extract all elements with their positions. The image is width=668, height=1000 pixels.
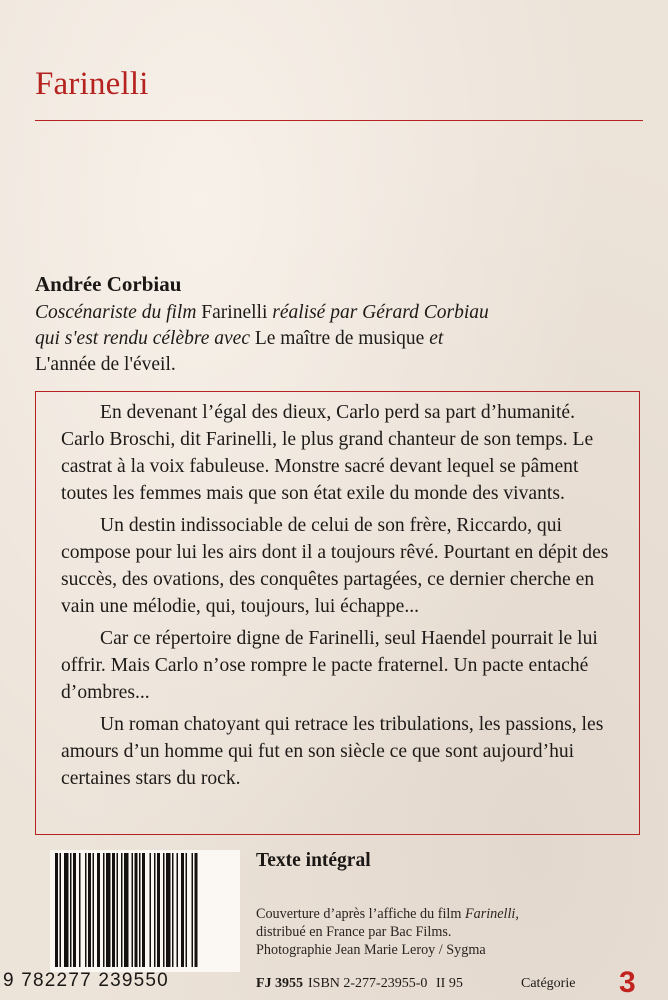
category-number: 3 — [619, 966, 636, 999]
barcode-bar — [79, 853, 81, 967]
barcode-bar — [73, 853, 76, 967]
credit-italic-4: et — [429, 328, 444, 349]
book-title: Farinelli — [35, 66, 149, 102]
barcode-bar — [121, 853, 123, 967]
barcode-bar — [154, 853, 156, 967]
edition-label: Texte intégral — [256, 850, 371, 871]
author-name: Andrée Corbiau — [35, 272, 182, 296]
barcode-bar — [139, 853, 141, 967]
isbn: ISBN 2-277-23955-0 — [308, 976, 428, 991]
barcode-bar — [166, 853, 171, 967]
barcode-bar — [55, 853, 58, 967]
cover-credit-line3: Photographie Jean Marie Leroy / Sygma — [256, 942, 486, 958]
credit-italic-3: qui s'est rendu célèbre avec — [35, 328, 250, 349]
barcode-bar — [103, 853, 105, 967]
catalog-code: FJ 3955 — [256, 976, 304, 991]
cover-credits — [256, 905, 656, 959]
barcode-bar — [142, 853, 145, 967]
barcode-bar — [124, 853, 129, 967]
blurb-paragraph: Car ce répertoire digne de Farinelli, seul Haendel pourrait le lui offrir. Mais Carlo n’ose rompre le pacte fraternel. Un pacte entaché d’ombres... — [61, 628, 598, 703]
publisher-footer — [256, 966, 656, 999]
barcode-bar — [163, 853, 165, 967]
credit-italic-1: Coscénariste du film — [35, 302, 197, 323]
cover-credit-line1: Couverture d’après l’affiche du film — [256, 906, 462, 922]
barcode-number: 9 782277 239550 — [3, 970, 169, 991]
credit-italic-2: réalisé par Gérard Corbiau — [272, 302, 489, 323]
barcode-bar — [64, 853, 69, 967]
barcode-bar — [192, 853, 194, 967]
barcode-bar — [112, 853, 115, 967]
barcode-bar — [195, 853, 198, 967]
credit-work-2: L'année de l'éveil. — [35, 354, 176, 375]
barcode-bar — [117, 853, 119, 967]
barcode-bar — [157, 853, 160, 967]
blurb-text — [61, 399, 621, 797]
credit-film-title: Farinelli — [201, 302, 268, 323]
barcode-bar — [181, 853, 184, 967]
category-label: Catégorie — [521, 976, 576, 991]
barcode-bar — [132, 853, 134, 967]
barcode-bar — [150, 853, 152, 967]
barcode-bars — [53, 853, 237, 969]
cover-credit-line2: distribué en France par Bac Films. — [256, 924, 452, 940]
barcode-bar — [106, 853, 111, 967]
barcode-bar — [60, 853, 62, 967]
title-divider — [35, 120, 643, 121]
barcode-bar — [88, 853, 91, 967]
credit-work-1: Le maître de musique — [254, 328, 425, 349]
cover-credit-film: Farinelli, — [464, 906, 519, 922]
blurb-paragraph: Un destin indissociable de celui de son frère, Riccardo, qui compose pour lui les airs dont il a toujours rêvé. Pourtant en dépit des succès, des ovations, des conquêtes partagées, ce dernier cherche en vain une mélodie, qui, toujours, lui échappe... — [61, 515, 609, 617]
barcode-bar — [186, 853, 188, 967]
barcode-bar — [93, 853, 95, 967]
barcode-bar — [97, 853, 100, 967]
author-credits — [35, 300, 635, 378]
barcode-bar — [177, 853, 179, 967]
blurb-paragraph: En devenant l’égal des dieux, Carlo perd sa part d’humanité. Carlo Broschi, dit Farinelli, le plus grand chanteur de son temps. Le castrat à la voix fabuleuse. Monstre sacré devant lequel se pâment toutes les femmes mais que son état exile du monde des vivants. — [61, 402, 594, 504]
barcode — [50, 850, 240, 972]
print-code: II 95 — [436, 976, 463, 991]
barcode-bar — [135, 853, 138, 967]
barcode-bar — [172, 853, 174, 967]
barcode-bar — [70, 853, 72, 967]
blurb-paragraph: Un roman chatoyant qui retrace les tribulations, les passions, les amours d’un homme qui fut en son siècle ce que sont aujourd’hui certaines stars du rock. — [61, 714, 604, 789]
barcode-bar — [85, 853, 87, 967]
